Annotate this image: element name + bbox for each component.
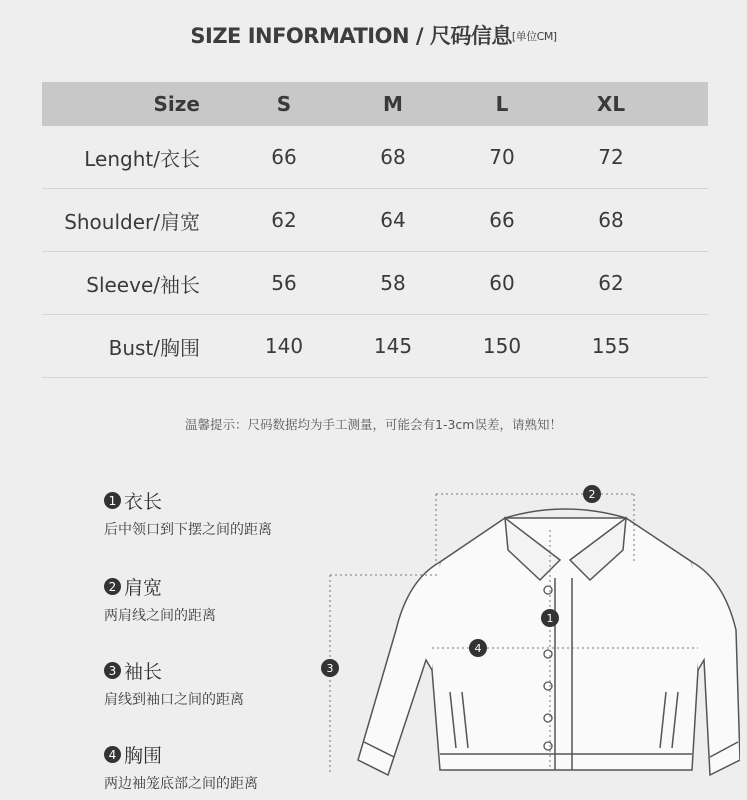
table-cell: 66	[271, 145, 297, 169]
row-label: Shoulder/肩宽	[64, 209, 200, 234]
table-cell: 70	[489, 145, 515, 169]
legend-title: 衣长	[124, 491, 163, 513]
legend-title: 袖长	[124, 661, 163, 683]
table-cell: 150	[482, 334, 522, 358]
row-label: Sleeve/袖长	[86, 272, 200, 297]
title-unit: [单位CM]	[511, 30, 557, 43]
header-cell-m: M	[383, 92, 403, 116]
header-cell-xl: XL	[596, 92, 626, 116]
table-cell: 62	[271, 208, 297, 232]
diagram-marker-1: 1	[546, 612, 554, 625]
header-cell-s: S	[276, 92, 292, 116]
marker-2-icon: 2	[104, 578, 121, 595]
table-cell: 145	[373, 334, 413, 358]
table-cell: 68	[598, 208, 624, 232]
table-row	[42, 189, 708, 252]
header-cell-l: L	[495, 92, 509, 116]
legend-title: 胸围	[124, 745, 163, 767]
page-title	[0, 20, 747, 50]
legend-desc: 两肩线之间的距离	[104, 608, 216, 624]
legend-title: 肩宽	[124, 577, 163, 599]
legend-desc: 后中领口到下摆之间的距离	[104, 522, 272, 538]
jacket-diagram-icon	[300, 470, 740, 800]
table-cell: 68	[380, 145, 406, 169]
table-cell: 56	[271, 271, 297, 295]
size-table	[42, 82, 708, 378]
table-cell: 64	[380, 208, 406, 232]
table-row	[42, 315, 708, 378]
header-cell-size: Size	[153, 92, 200, 116]
legend-item-length	[104, 487, 272, 539]
title-main: SIZE INFORMATION / 尺码信息	[190, 24, 512, 48]
measurement-note: 温馨提示：尺码数据均为手工测量，可能会有1-3cm误差，请熟知！	[185, 417, 562, 432]
table-row	[42, 252, 708, 315]
legend-item-bust	[104, 741, 258, 793]
table-header-row	[42, 82, 708, 126]
marker-1-icon: 1	[104, 492, 121, 509]
diagram-marker-2: 2	[588, 488, 596, 501]
row-label: Lenght/衣长	[84, 146, 200, 171]
legend-item-shoulder	[104, 573, 216, 625]
marker-4-icon: 4	[104, 746, 121, 763]
table-cell: 58	[380, 271, 406, 295]
table-cell: 72	[598, 145, 624, 169]
table-row	[42, 126, 708, 189]
legend-desc: 两边袖笼底部之间的距离	[104, 776, 258, 792]
legend-item-sleeve	[104, 657, 244, 709]
table-cell: 60	[489, 271, 515, 295]
table-cell: 155	[591, 334, 631, 358]
legend-desc: 肩线到袖口之间的距离	[104, 692, 244, 708]
diagram-marker-4: 4	[474, 642, 482, 655]
table-cell: 140	[264, 334, 304, 358]
table-cell: 66	[489, 208, 515, 232]
diagram-marker-3: 3	[326, 662, 334, 675]
marker-3-icon: 3	[104, 662, 121, 679]
table-cell: 62	[598, 271, 624, 295]
row-label: Bust/胸围	[108, 335, 200, 360]
